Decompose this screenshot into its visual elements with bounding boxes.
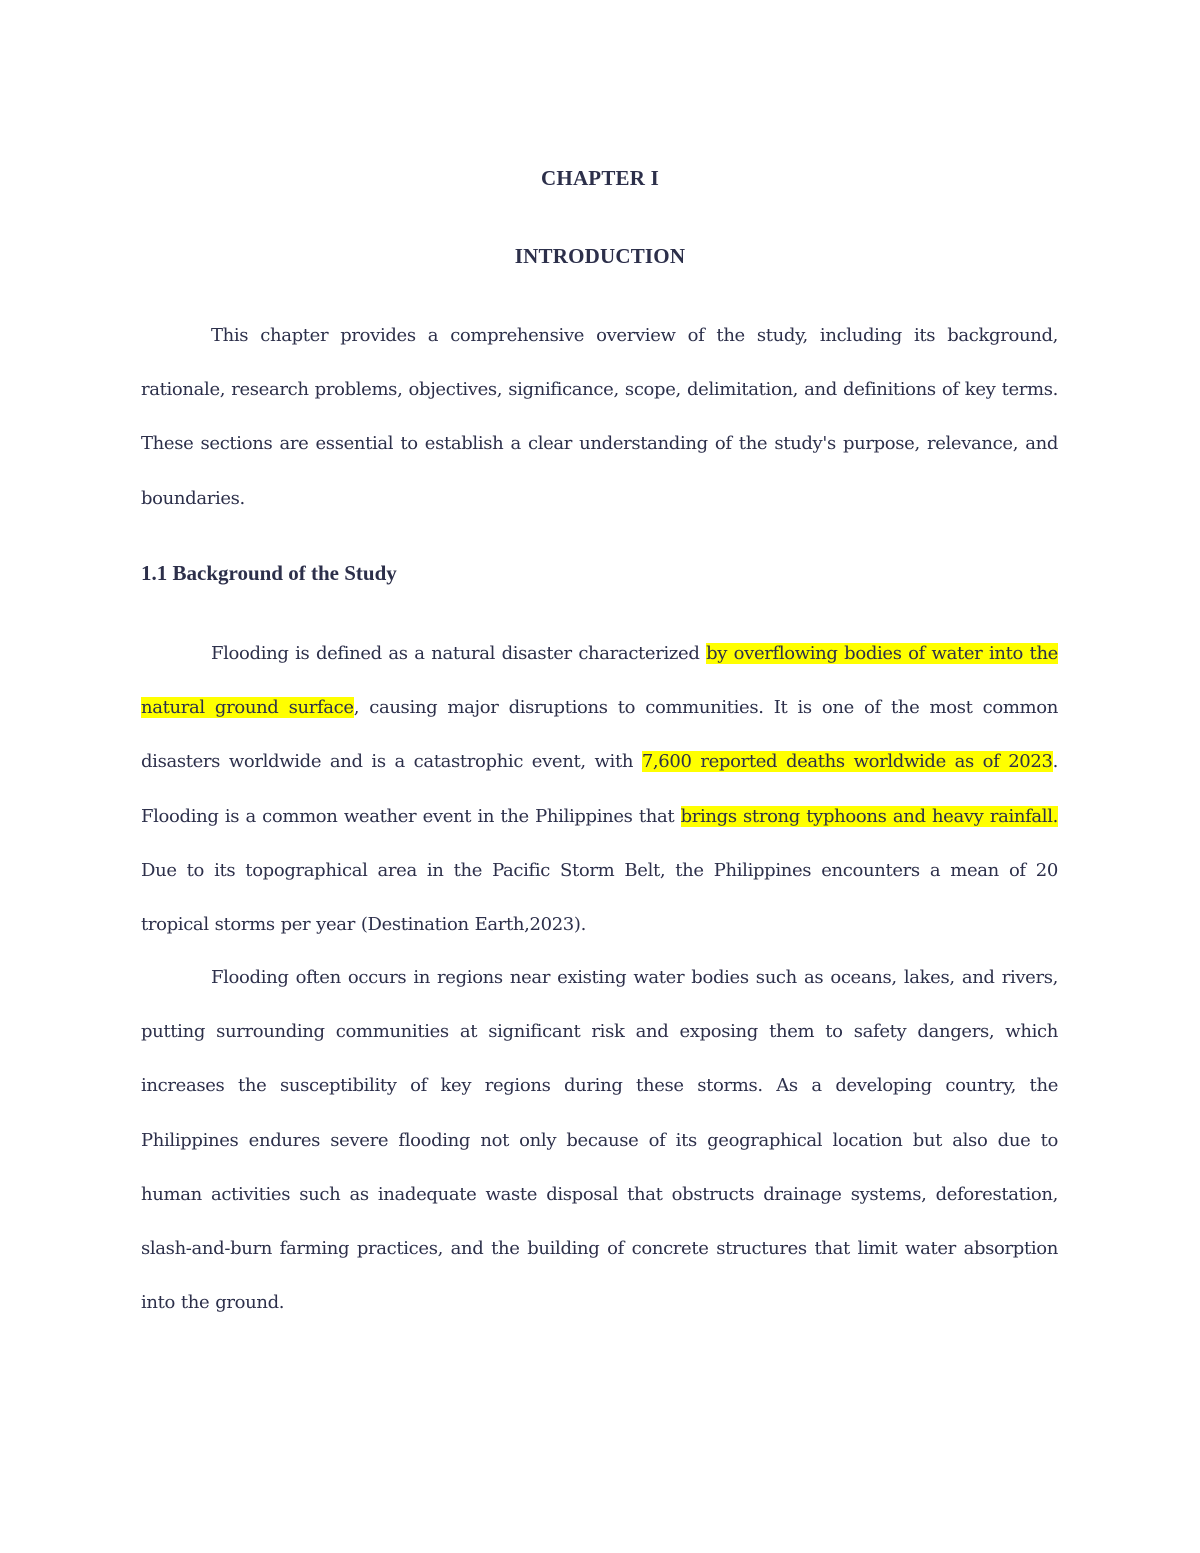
- section-heading: 1.1 Background of the Study: [141, 561, 397, 585]
- background-paragraph-1: [141, 627, 1058, 952]
- text-segment: Flooding is defined as a natural disaster characterized: [211, 643, 707, 664]
- intro-paragraph: This chapter provides a comprehensive overview of the study, including its background, rationale, research problems, objectives, significance, scope, delimitation, and definitions of key terms. These sections are essential to establish a clear understanding of the study's purpose, relevance, and boundaries.: [141, 325, 1058, 509]
- text-segment: , causing major disruptions to communities. It is one of the most common disasters worldwide and is a catastrophic event, with: [141, 697, 1058, 773]
- highlighted-text: 7,600 reported deaths worldwide as of 2023: [641, 751, 1053, 773]
- background-paragraph-2: Flooding often occurs in regions near existing water bodies such as oceans, lakes, and rivers, putting surrounding communities at significant risk and exposing them to safety dangers, which increases the susceptibility of key regions during these storms. As a developing country, the Philippines endures severe flooding not only because of its geographical location but also due to human activities such as inadequate waste disposal that obstructs drainage systems, deforestation, slash-and-burn farming practices, and the building of concrete structures that limit water absorption into the ground.: [141, 967, 1058, 1314]
- highlighted-text: by overflowing bodies of water into the natural ground surface: [141, 643, 1058, 719]
- text-segment: . Flooding is a common weather event in the Philippines that: [141, 751, 1058, 827]
- chapter-label: CHAPTER I: [541, 166, 659, 190]
- chapter-title: INTRODUCTION: [514, 244, 686, 268]
- text-segment: Due to its topographical area in the Pacific Storm Belt, the Philippines encounters a mean of 20 tropical storms per year (Destination Earth,2023).: [141, 859, 1058, 936]
- highlighted-text: brings strong typhoons and heavy rainfall.: [680, 805, 1058, 827]
